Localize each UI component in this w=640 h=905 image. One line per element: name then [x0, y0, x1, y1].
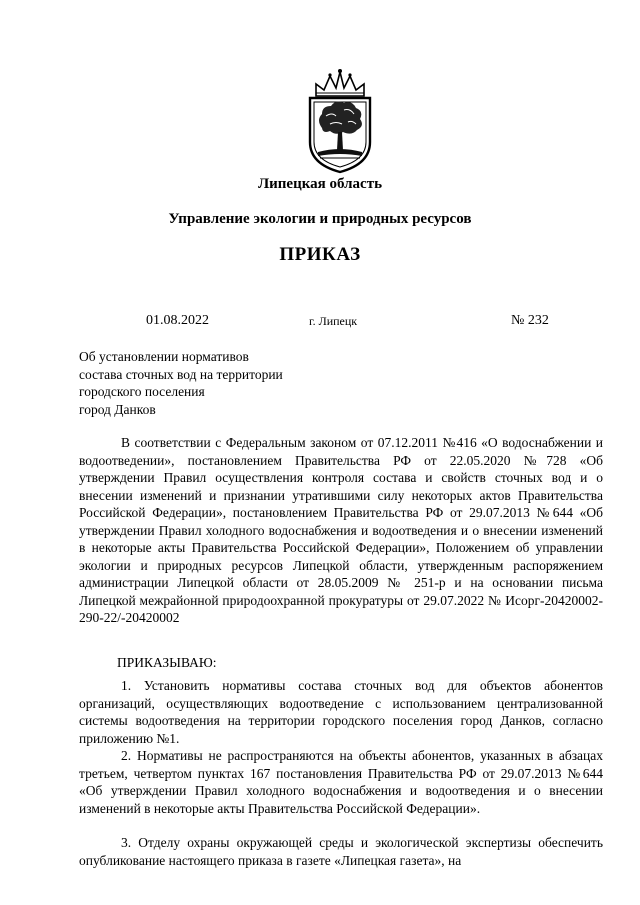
order-item-2: 2. Нормативы не распространяются на объекты абонентов, указанных в абзацах третьем, четвертом пунктах 167 постановления Правительства РФ от 29.07.2013 №644 «Об утверждении Правил холодного водоснабжения и водоотведения и о внесении изменений в некоторые акты Правительства Российской Федерации». [79, 748, 603, 816]
order-date: 01.08.2022 [146, 313, 209, 328]
document-type: ПРИКАЗ [279, 244, 361, 265]
subject-line: городского поселения [79, 384, 205, 399]
preamble-paragraph: В соответствии с Федеральным законом от 07.12.2011 №416 «О водоснабжении и водоотведении», постановлением Правительства РФ от 22.05.2020 №728 «Об утверждении Правил осуществления контроля состава и свойств сточных вод и о внесении изменений и признании утратившими силу некоторых актов Правительства Российской Федерации», постановлением Правительства РФ от 29.07.2013 №644 «Об утверждении Правил холодного водоснабжения и водоотведения и о внесении изменений в некоторые акты Правительства Российской Федерации», Положением об управлении экологии и природных ресурсов Липецкой области, утвержденным распоряжением администрации Липецкой области от 28.05.2009 № 251-р и на основании письма Липецкой межрайонной природоохранной прокуратуры от 29.07.2022 № Исорг-20420002-290-22/-20420002 [79, 435, 603, 625]
order-item-1: 1. Установить нормативы состава сточных вод для объектов абонентов организаций, осуществляющих водоотведение с использованием централизованной системы водоотведения на территории городского поселения город Данков, согласно приложению №1. [79, 678, 603, 746]
coat-of-arms-icon [296, 66, 384, 174]
subject-line: состава сточных вод на территории [79, 366, 283, 382]
region-name: Липецкая область [257, 176, 383, 192]
subject-line: город Данков [79, 401, 156, 417]
orders-word: ПРИКАЗЫВАЮ: [117, 655, 217, 670]
order-city: г. Липецк [309, 314, 358, 328]
order-item-3: 3. Отделу охраны окружающей среды и экологической экспертизы обеспечить опубликование настоящего приказа в газете «Липецкая газета», на [79, 835, 603, 868]
department-name: Управление экологии и природных ресурсов [168, 211, 472, 227]
order-number: № 232 [511, 313, 549, 328]
subject-line: Об установлении нормативов [79, 349, 249, 364]
order-subject [79, 348, 283, 418]
